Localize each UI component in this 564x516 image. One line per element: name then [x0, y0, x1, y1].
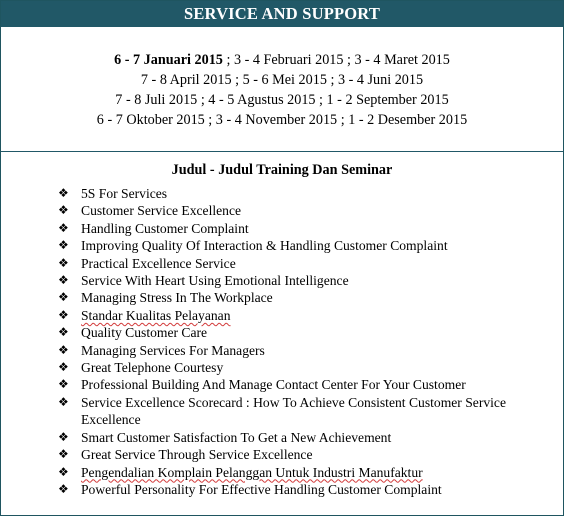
list-item	[1, 464, 563, 481]
diamond-bullet-icon: ❖	[58, 220, 69, 235]
list-item-text: Powerful Personality For Effective Handling Customer Complaint	[81, 481, 442, 497]
list-item-text: Pengendalian Komplain Pelanggan Untuk Industri Manufaktur	[81, 464, 423, 480]
diamond-bullet-icon: ❖	[58, 464, 69, 479]
diamond-bullet-icon: ❖	[58, 238, 69, 253]
diamond-bullet-icon: ❖	[58, 394, 69, 409]
list-item	[1, 394, 563, 429]
list-item-text: Managing Stress In The Workplace	[81, 290, 273, 306]
list-item	[1, 202, 563, 219]
list-item-text: Improving Quality Of Interaction & Handling Customer Complaint	[81, 238, 448, 254]
list-item-text: Great Telephone Courtesy	[81, 360, 224, 376]
section-header	[1, 1, 563, 27]
schedule-highlight-date: 6 - 7 Januari 2015	[114, 52, 223, 68]
list-item	[1, 220, 563, 237]
list-item	[1, 307, 563, 324]
list-item-text: 5S For Services	[81, 186, 168, 201]
diamond-bullet-icon: ❖	[58, 307, 69, 322]
diamond-bullet-icon: ❖	[58, 481, 69, 496]
section-title: SERVICE AND SUPPORT	[183, 4, 381, 23]
list-item	[1, 255, 563, 272]
list-item	[1, 446, 563, 463]
list-item-text: Standar Kualitas Pelayanan	[81, 307, 231, 323]
list-item-text: Managing Services For Managers	[81, 342, 265, 358]
diamond-bullet-icon: ❖	[58, 447, 69, 462]
list-item	[1, 324, 563, 341]
diamond-bullet-icon: ❖	[58, 186, 69, 200]
list-item	[1, 342, 563, 359]
list-item	[1, 185, 563, 202]
training-list	[1, 185, 563, 498]
list-item-text: Great Service Through Service Excellence	[81, 447, 313, 463]
list-item	[1, 376, 563, 393]
list-item-text: Professional Building And Manage Contact Center For Your Customer	[81, 377, 466, 393]
diamond-bullet-icon: ❖	[58, 360, 69, 375]
list-item	[1, 359, 563, 376]
diamond-bullet-icon: ❖	[58, 255, 69, 270]
diamond-bullet-icon: ❖	[58, 325, 69, 340]
diamond-bullet-icon: ❖	[58, 273, 69, 288]
diamond-bullet-icon: ❖	[58, 203, 69, 218]
list-item-text: Smart Customer Satisfaction To Get a New Achievement	[81, 429, 392, 445]
diamond-bullet-icon: ❖	[58, 377, 69, 392]
list-item-text: Quality Customer Care	[81, 325, 208, 341]
list-item-text: Practical Excellence Service	[81, 255, 236, 271]
schedule-line-1	[1, 50, 563, 70]
list-item	[1, 272, 563, 289]
list-item-text: Service Excellence Scorecard : How To Achieve Consistent Customer Service Excellence	[81, 394, 506, 428]
list-item	[1, 237, 563, 254]
list-item	[1, 429, 563, 446]
list-item	[1, 481, 563, 498]
list-item-text: Handling Customer Complaint	[81, 220, 249, 236]
diamond-bullet-icon: ❖	[58, 429, 69, 444]
diamond-bullet-icon: ❖	[58, 342, 69, 357]
schedule-line-2: 7 - 8 April 2015 ; 5 - 6 Mei 2015 ; 3 - 4 Juni 2015	[140, 72, 424, 88]
schedule-line-3: 7 - 8 Juli 2015 ; 4 - 5 Agustus 2015 ; 1 - 2 September 2015	[115, 92, 449, 108]
diamond-bullet-icon: ❖	[58, 290, 69, 305]
schedule-line-1-rest: ; 3 - 4 Februari 2015 ; 3 - 4 Maret 2015	[222, 52, 450, 68]
list-item-text: Customer Service Excellence	[81, 203, 242, 219]
schedule-dates	[1, 27, 563, 152]
list-item	[1, 289, 563, 306]
training-list-title: Judul - Judul Training Dan Seminar	[171, 162, 393, 178]
list-item-text: Service With Heart Using Emotional Intelligence	[81, 273, 349, 289]
schedule-line-4: 6 - 7 Oktober 2015 ; 3 - 4 November 2015 ; 1 - 2 Desember 2015	[96, 112, 468, 128]
